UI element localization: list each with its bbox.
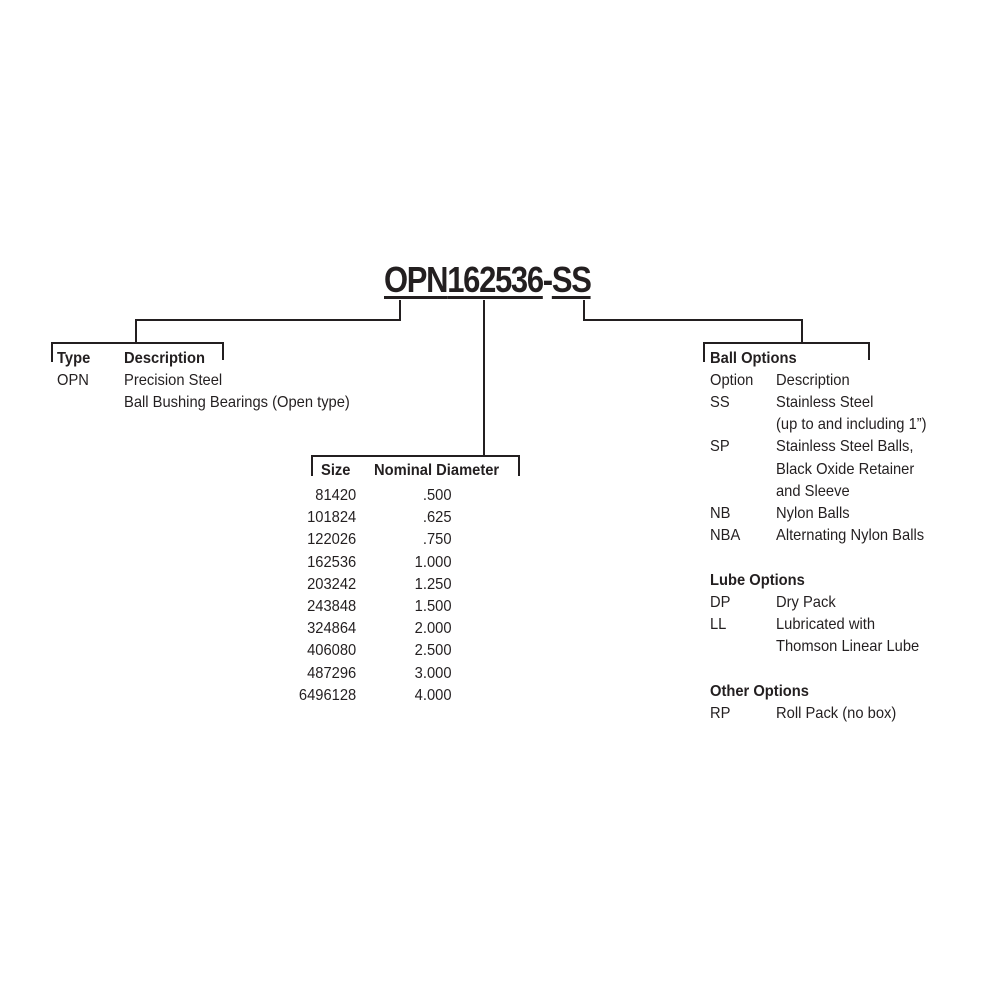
option-description-line: Nylon Balls [776,505,850,522]
type-description-line2: Ball Bushing Bearings (Open type) [124,394,350,411]
option-code: DP [710,594,731,611]
option-description-line: Thomson Linear Lube [776,638,920,656]
option-description-line: Dry Pack [776,594,836,611]
ball-options-header: Ball Options [710,350,797,367]
option-code: LL [710,616,727,634]
option-description-line: Roll Pack (no box) [776,705,897,722]
nominal-diameter-header: Nominal Diameter [374,462,500,479]
size-value: 162536 [307,553,357,571]
option-description-line: Stainless Steel [776,394,874,411]
diameter-value: 3.000 [414,664,452,682]
size-value: 81420 [315,487,357,504]
type-code: OPN [57,372,89,389]
size-value: 243848 [307,598,357,615]
size-value: 406080 [307,642,357,660]
part-number-title [384,260,591,300]
option-code: NB [710,505,731,522]
option-description-line: Stainless Steel Balls, [776,438,914,456]
option-column-header: Option [710,372,754,389]
size-value: 324864 [307,620,357,638]
option-code: SS [710,394,730,411]
option-code: NBA [710,527,741,545]
size-value: 6496128 [298,686,357,704]
option-description-line: Alternating Nylon Balls [776,527,925,545]
diameter-value: .625 [422,509,452,527]
size-value: 487296 [307,664,357,682]
type-description-line1: Precision Steel [124,372,223,389]
option-description-header: Description [776,372,850,389]
type-connector [136,300,400,342]
option-description-line: and Sleeve [776,482,850,500]
option-description-line: Lubricated with [776,616,876,634]
diameter-value: 2.500 [414,642,452,660]
size-value: 101824 [307,509,357,527]
diameter-value: 1.500 [414,598,452,615]
part-size-code: 162536 [447,259,543,300]
diameter-value: 1.000 [414,553,452,571]
option-description-line: Black Oxide Retainer [776,460,915,478]
option-code: RP [710,705,731,722]
other-options-header: Other Options [710,683,809,700]
option-description-line: (up to and including 1”) [776,416,927,434]
type-header: Type [57,350,91,367]
description-header: Description [124,350,205,367]
diameter-value: 4.000 [414,686,452,704]
part-type-code: OPN [384,259,448,300]
part-option-code: SS [551,259,591,300]
diameter-value: .500 [422,487,452,504]
diameter-value: .750 [422,531,452,549]
size-value: 122026 [307,531,357,549]
option-connector [584,300,802,342]
size-header: Size [321,462,351,479]
lube-options-header: Lube Options [710,572,805,589]
diameter-value: 1.250 [414,575,452,593]
size-value: 203242 [307,575,357,593]
diameter-value: 2.000 [414,620,452,638]
option-code: SP [710,438,730,456]
part-separator: - [542,259,552,300]
